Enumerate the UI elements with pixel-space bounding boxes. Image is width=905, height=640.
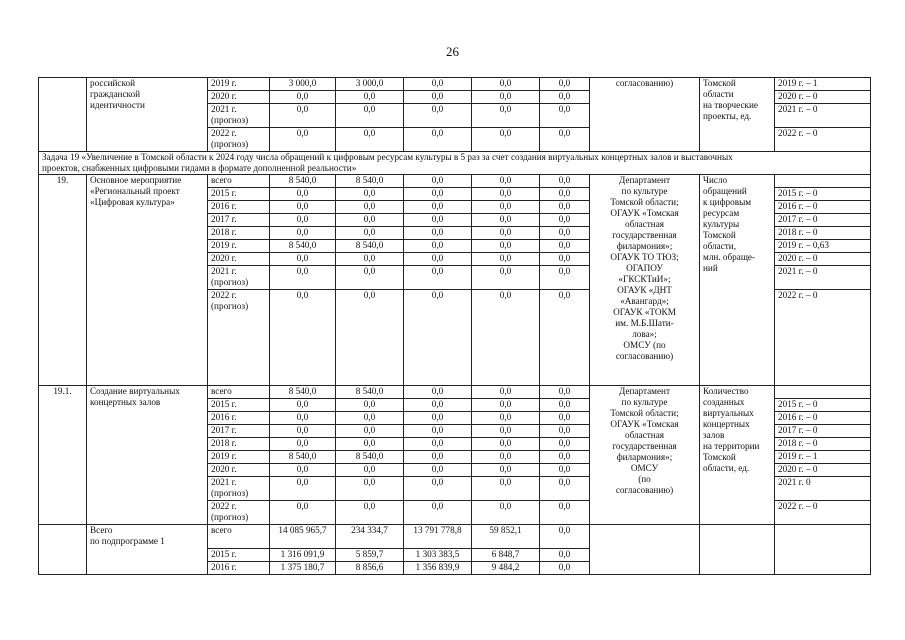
executor-line: ОГАУК «ДНТ <box>617 285 672 295</box>
indicator-line: созданных <box>703 397 745 407</box>
value-cell: 0,0 <box>336 438 404 451</box>
target-cell: 2021 г. – 0 <box>775 266 871 290</box>
value-cell: 0,0 <box>336 128 404 152</box>
indicator-line: на творческие <box>703 100 759 110</box>
value-cell: 0,0 <box>404 425 472 438</box>
value-cell: 0,0 <box>270 412 336 425</box>
value-cell: 0,0 <box>472 91 540 104</box>
number-cell: 19. <box>39 175 87 386</box>
value-cell: 8 540,0 <box>336 386 404 399</box>
executor-line: Томской области; <box>610 408 679 418</box>
value-cell: 0,0 <box>540 128 590 152</box>
year-label: всего <box>211 386 232 396</box>
year-label: 2021 г. <box>211 266 237 276</box>
value-cell: 0,0 <box>540 240 590 253</box>
year-cell <box>208 386 270 399</box>
value-cell: 0,0 <box>270 227 336 240</box>
target-cell: 2021 г. – 0 <box>775 104 871 128</box>
value-cell: 0,0 <box>404 188 472 201</box>
year-label: 2020 г. <box>211 253 237 263</box>
name-cell: Создание виртуальных концертных залов <box>87 386 208 525</box>
value-cell: 0,0 <box>270 253 336 266</box>
target-cell: 2016 г. – 0 <box>775 201 871 214</box>
prognoz-label: (прогноз) <box>211 277 249 287</box>
indicator-line: области, <box>703 241 737 251</box>
executor-line: (по <box>638 474 651 484</box>
value-cell: 0,0 <box>472 399 540 412</box>
executor-line: по культуре <box>621 186 668 196</box>
value-cell: 0,0 <box>270 104 336 128</box>
value-cell: 0,0 <box>336 91 404 104</box>
value-cell: 0,0 <box>540 386 590 399</box>
value-cell: 0,0 <box>540 438 590 451</box>
value-cell: 0,0 <box>472 386 540 399</box>
indicator-line: области, ед. <box>703 463 750 473</box>
value-cell: 0,0 <box>270 477 336 501</box>
value-cell: 0,0 <box>540 399 590 412</box>
indicator-line: области <box>703 89 734 99</box>
prognoz-label: (прогноз) <box>211 488 249 498</box>
target-cell: 2015 г. – 0 <box>775 188 871 201</box>
value-cell: 0,0 <box>270 501 336 525</box>
value-cell: 8 540,0 <box>270 175 336 188</box>
value-cell: 0,0 <box>404 399 472 412</box>
value-cell: 0,0 <box>404 201 472 214</box>
value-cell: 6 848,7 <box>472 549 540 562</box>
prognoz-label: (прогноз) <box>211 139 249 149</box>
value-cell: 0,0 <box>336 253 404 266</box>
value-cell: 0,0 <box>404 386 472 399</box>
target-cell: 2020 г. – 0 <box>775 91 871 104</box>
indicator-line: концертных <box>703 419 750 429</box>
value-cell: 0,0 <box>472 227 540 240</box>
value-cell: 8 540,0 <box>336 175 404 188</box>
executor-line: ОГАУК «Томская <box>610 419 679 429</box>
year-label: 2021 г. <box>211 477 237 487</box>
value-cell: 8 540,0 <box>270 451 336 464</box>
year-cell <box>208 290 270 386</box>
indicator-line: Число <box>703 175 728 185</box>
year-cell <box>208 549 270 562</box>
table-row <box>39 525 871 549</box>
indicator-line: к цифровым <box>703 197 752 207</box>
value-cell: 0,0 <box>336 399 404 412</box>
executor-line: согласованию) <box>615 351 674 361</box>
value-cell: 0,0 <box>472 477 540 501</box>
value-cell: 8 540,0 <box>336 451 404 464</box>
year-label: 2018 г. <box>211 438 237 448</box>
year-cell <box>208 266 270 290</box>
year-label: 2016 г. <box>211 201 237 211</box>
year-label: 2015 г. <box>211 399 237 409</box>
value-cell: 0,0 <box>270 201 336 214</box>
target-cell: 2018 г. – 0 <box>775 438 871 451</box>
value-cell: 0,0 <box>404 214 472 227</box>
year-label: 2022 г. <box>211 128 237 138</box>
year-label: 2022 г. <box>211 501 237 511</box>
value-cell: 1 356 839,9 <box>404 562 472 575</box>
value-cell: 8 540,0 <box>270 240 336 253</box>
executor-cell <box>590 525 700 575</box>
value-cell: 14 085 965,7 <box>270 525 336 549</box>
executor-line: филармония»; <box>616 241 673 251</box>
value-cell: 0,0 <box>540 266 590 290</box>
value-cell: 1 303 383,5 <box>404 549 472 562</box>
task-cell <box>39 152 871 175</box>
year-cell <box>208 240 270 253</box>
target-cell <box>775 175 871 188</box>
target-cell: 2022 г. – 0 <box>775 501 871 525</box>
value-cell: 0,0 <box>404 227 472 240</box>
value-cell: 0,0 <box>540 412 590 425</box>
name-cell: Основное мероприятие «Региональный проект «Цифровая культура» <box>87 175 208 386</box>
value-cell: 0,0 <box>404 253 472 266</box>
table-row <box>39 175 871 188</box>
value-cell: 0,0 <box>336 188 404 201</box>
value-cell: 0,0 <box>472 240 540 253</box>
executor-cell <box>590 386 700 525</box>
value-cell: 0,0 <box>472 104 540 128</box>
target-cell <box>775 386 871 399</box>
year-label: всего <box>211 525 232 535</box>
year-cell <box>208 425 270 438</box>
value-cell: 0,0 <box>472 501 540 525</box>
value-cell: 0,0 <box>336 201 404 214</box>
year-cell <box>208 399 270 412</box>
value-cell: 59 852,1 <box>472 525 540 549</box>
value-cell: 0,0 <box>404 290 472 386</box>
target-cell: 2019 г. – 0,63 <box>775 240 871 253</box>
executor-line: «ГКСКТиИ»; <box>618 274 671 284</box>
name-line: по подпрограмме 1 <box>90 536 165 546</box>
indicator-cell <box>700 386 775 525</box>
value-cell: 1 375 180,7 <box>270 562 336 575</box>
value-cell: 0,0 <box>540 104 590 128</box>
executor-line: государственная <box>612 230 677 240</box>
prognoz-label: (прогноз) <box>211 301 249 311</box>
value-cell: 9 484,2 <box>472 562 540 575</box>
task-row <box>39 152 871 175</box>
executor-line: лова»; <box>632 329 657 339</box>
value-cell: 8 540,0 <box>336 240 404 253</box>
value-cell: 0,0 <box>472 253 540 266</box>
executor-line: «Авангард»; <box>620 296 669 306</box>
value-cell: 0,0 <box>336 464 404 477</box>
name-line: гражданской <box>90 89 141 99</box>
value-cell: 0,0 <box>404 464 472 477</box>
value-cell: 0,0 <box>404 128 472 152</box>
year-cell <box>208 451 270 464</box>
year-cell <box>208 214 270 227</box>
value-cell: 0,0 <box>540 425 590 438</box>
value-cell: 0,0 <box>540 227 590 240</box>
value-cell: 0,0 <box>336 290 404 386</box>
target-cell: 2017 г. – 0 <box>775 214 871 227</box>
value-cell: 0,0 <box>336 412 404 425</box>
value-cell: 1 316 091,9 <box>270 549 336 562</box>
indicator-line: проекты, ед. <box>703 111 752 121</box>
budget-table <box>38 77 871 575</box>
value-cell: 0,0 <box>540 188 590 201</box>
value-cell: 0,0 <box>540 78 590 91</box>
indicator-line: Томской <box>703 230 736 240</box>
value-cell: 0,0 <box>270 290 336 386</box>
executor-line: Департамент <box>619 175 670 185</box>
year-cell <box>208 501 270 525</box>
year-cell <box>208 412 270 425</box>
target-cell: 2015 г. – 0 <box>775 399 871 412</box>
year-cell <box>208 175 270 188</box>
year-label: всего <box>211 175 232 185</box>
value-cell: 0,0 <box>540 253 590 266</box>
executor-line: Томской области; <box>610 197 679 207</box>
value-cell: 0,0 <box>540 562 590 575</box>
target-cell: 2017 г. – 0 <box>775 425 871 438</box>
target-cell: 2022 г. – 0 <box>775 128 871 152</box>
indicator-line: Количество <box>703 386 749 396</box>
value-cell: 0,0 <box>404 438 472 451</box>
executor-line: ОМСУ <box>630 463 659 473</box>
executor-cell <box>590 175 700 386</box>
value-cell: 0,0 <box>336 425 404 438</box>
value-cell: 0,0 <box>404 91 472 104</box>
year-label: 2017 г. <box>211 214 237 224</box>
value-cell: 0,0 <box>270 128 336 152</box>
value-cell: 0,0 <box>540 451 590 464</box>
value-cell: 0,0 <box>472 412 540 425</box>
value-cell: 0,0 <box>472 214 540 227</box>
value-cell: 0,0 <box>540 464 590 477</box>
indicator-line: обращений <box>703 186 747 196</box>
year-label: 2019 г. <box>211 451 237 461</box>
value-cell: 0,0 <box>404 477 472 501</box>
value-cell: 13 791 778,8 <box>404 525 472 549</box>
value-cell: 0,0 <box>404 175 472 188</box>
value-cell: 0,0 <box>336 227 404 240</box>
value-cell: 8 856,6 <box>336 562 404 575</box>
target-cell: 2019 г. – 1 <box>775 451 871 464</box>
indicator-line: ресурсам <box>703 208 740 218</box>
executor-line: ОГАУК «ТОКМ <box>613 307 676 317</box>
value-cell: 0,0 <box>404 412 472 425</box>
value-cell: 0,0 <box>472 425 540 438</box>
indicator-line: виртуальных <box>703 408 754 418</box>
value-cell: 0,0 <box>404 266 472 290</box>
year-cell <box>208 78 270 91</box>
executor-line: ОГАУК ТО ТЮЗ; <box>610 252 679 262</box>
value-cell: 0,0 <box>270 399 336 412</box>
name-line: Всего <box>90 525 113 535</box>
year-cell <box>208 253 270 266</box>
indicator-cell <box>700 525 775 575</box>
target-cell: 2020 г. – 0 <box>775 464 871 477</box>
value-cell: 0,0 <box>472 128 540 152</box>
target-cell: 2021 г. 0 <box>775 477 871 501</box>
indicator-line: залов <box>703 430 725 440</box>
year-cell <box>208 438 270 451</box>
year-cell <box>208 464 270 477</box>
page-number: 26 <box>446 44 459 59</box>
year-label: 2020 г. <box>211 464 237 474</box>
value-cell: 0,0 <box>540 91 590 104</box>
executor-line: по культуре <box>621 397 668 407</box>
executor-line: ОГАУК «Томская <box>610 208 679 218</box>
year-label: 2019 г. <box>211 78 237 88</box>
year-cell <box>208 525 270 549</box>
value-cell: 0,0 <box>404 104 472 128</box>
value-cell: 0,0 <box>472 188 540 201</box>
value-cell: 0,0 <box>472 451 540 464</box>
indicator-line: культуры <box>703 219 740 229</box>
executor-line: филармония»; <box>616 452 673 462</box>
executor-line: согласованию) <box>615 485 674 495</box>
name-cell <box>87 525 208 575</box>
indicator-line: Томской <box>703 78 736 88</box>
value-cell: 0,0 <box>336 104 404 128</box>
value-cell: 0,0 <box>270 214 336 227</box>
year-label: 2019 г. <box>211 240 237 250</box>
name-cell <box>87 78 208 152</box>
value-cell: 0,0 <box>472 175 540 188</box>
value-cell: 0,0 <box>336 214 404 227</box>
value-cell: 0,0 <box>270 91 336 104</box>
executor-line: областная <box>624 430 664 440</box>
year-label: 2022 г. <box>211 290 237 300</box>
target-cell: 2019 г. – 1 <box>775 78 871 91</box>
year-cell <box>208 201 270 214</box>
value-cell: 3 000,0 <box>336 78 404 91</box>
indicator-line: Томской <box>703 452 736 462</box>
target-cell: 2016 г. – 0 <box>775 412 871 425</box>
year-label: 2015 г. <box>211 188 237 198</box>
value-cell: 3 000,0 <box>270 78 336 91</box>
executor-line: ОМСУ (по <box>623 340 666 350</box>
value-cell: 0,0 <box>540 201 590 214</box>
value-cell: 0,0 <box>472 201 540 214</box>
value-cell: 0,0 <box>472 290 540 386</box>
year-label: 2015 г. <box>211 549 237 559</box>
value-cell: 0,0 <box>540 214 590 227</box>
value-cell: 0,0 <box>404 78 472 91</box>
value-cell: 234 334,7 <box>336 525 404 549</box>
year-label: 2020 г. <box>211 91 237 101</box>
value-cell: 0,0 <box>270 464 336 477</box>
year-cell <box>208 91 270 104</box>
executor-line: ОГАПОУ <box>626 263 663 273</box>
indicator-line: млн. обраще- <box>703 252 756 262</box>
value-cell: 0,0 <box>540 525 590 549</box>
executor-line: государственная <box>612 441 677 451</box>
prognoz-label: (прогноз) <box>211 115 249 125</box>
task-line: проектов, снабженных цифровыми гидами в формате дополненной реальности» <box>42 163 357 173</box>
year-label: 2016 г. <box>211 562 237 572</box>
value-cell: 0,0 <box>270 188 336 201</box>
year-cell <box>208 104 270 128</box>
task-line: Задача 19 «Увеличение в Томской области к 2024 году числа обращений к цифровым ресурсам культуры в 5 раз за счет создания виртуальных концертных залов и выставочных <box>42 152 733 162</box>
value-cell: 0,0 <box>472 266 540 290</box>
value-cell: 5 859,7 <box>336 549 404 562</box>
value-cell: 0,0 <box>336 501 404 525</box>
executor-line: Департамент <box>619 386 670 396</box>
prognoz-label: (прогноз) <box>211 512 249 522</box>
year-label: 2021 г. <box>211 104 237 114</box>
value-cell: 8 540,0 <box>270 386 336 399</box>
table-row <box>39 386 871 399</box>
value-cell: 0,0 <box>404 501 472 525</box>
executor-line: областная <box>624 219 664 229</box>
target-cell: 2018 г. – 0 <box>775 227 871 240</box>
value-cell: 0,0 <box>270 438 336 451</box>
value-cell: 0,0 <box>540 175 590 188</box>
value-cell: 0,0 <box>404 240 472 253</box>
value-cell: 0,0 <box>336 477 404 501</box>
name-line: идентичности <box>90 100 145 110</box>
year-cell <box>208 227 270 240</box>
value-cell: 0,0 <box>472 438 540 451</box>
year-label: 2016 г. <box>211 412 237 422</box>
value-cell: 0,0 <box>540 549 590 562</box>
target-cell: 2020 г. – 0 <box>775 253 871 266</box>
indicator-cell <box>700 175 775 386</box>
target-cell <box>775 525 871 575</box>
value-cell: 0,0 <box>404 451 472 464</box>
indicator-line: ний <box>703 263 718 273</box>
target-cell: 2022 г. – 0 <box>775 290 871 386</box>
year-cell <box>208 562 270 575</box>
value-cell: 0,0 <box>540 501 590 525</box>
executor-cell: согласованию) <box>590 78 700 152</box>
number-cell: 19.1. <box>39 386 87 525</box>
year-cell <box>208 128 270 152</box>
year-label: 2018 г. <box>211 227 237 237</box>
value-cell: 0,0 <box>270 425 336 438</box>
number-cell <box>39 525 87 575</box>
value-cell: 0,0 <box>540 477 590 501</box>
value-cell: 0,0 <box>336 266 404 290</box>
value-cell: 0,0 <box>472 78 540 91</box>
value-cell: 0,0 <box>472 464 540 477</box>
indicator-cell <box>700 78 775 152</box>
year-label: 2017 г. <box>211 425 237 435</box>
number-cell <box>39 78 87 152</box>
year-cell <box>208 188 270 201</box>
executor-line: им. М.Б.Шати- <box>615 318 674 328</box>
name-line: российской <box>90 78 135 88</box>
table-body <box>39 78 871 575</box>
table-row <box>39 78 871 91</box>
value-cell: 0,0 <box>270 266 336 290</box>
value-cell: 0,0 <box>540 290 590 386</box>
indicator-line: на территории <box>703 441 760 451</box>
year-cell <box>208 477 270 501</box>
